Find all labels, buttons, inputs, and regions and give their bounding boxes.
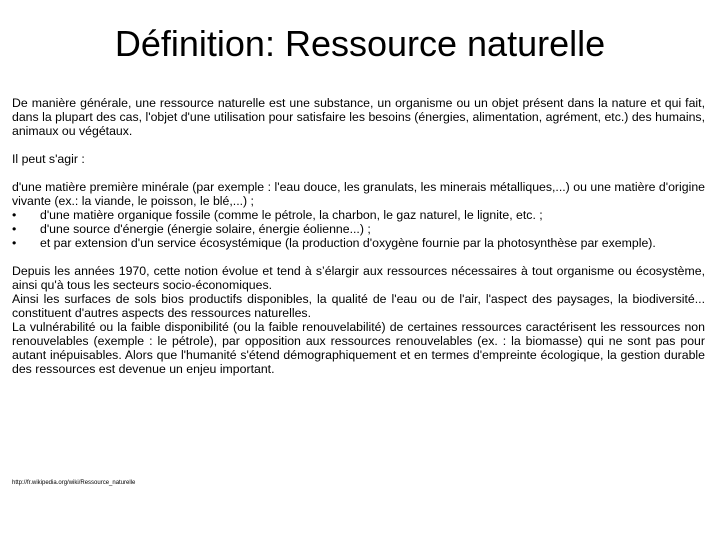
bullet-text: d'une matière organique fossile (comme le pétrole, la charbon, le gaz naturel, le lignite, etc. ; bbox=[40, 208, 543, 222]
bullet-item bbox=[12, 208, 705, 222]
bullet-text: et par extension d'un service écosystémique (la production d'oxygène fournie par la photosynthèse par exemple). bbox=[40, 236, 656, 250]
spacer bbox=[12, 166, 705, 180]
paragraph-evolution: Depuis les années 1970, cette notion évolue et tend à s’élargir aux ressources nécessaires à tout organisme ou écosystème, ainsi qu'à tous les secteurs socio-économiques. bbox=[12, 264, 705, 292]
slide-body bbox=[12, 96, 705, 376]
bullet-text: d'une source d'énergie (énergie solaire, énergie éolienne...) ; bbox=[40, 222, 371, 236]
bullet-icon: • bbox=[12, 208, 17, 222]
spacer bbox=[12, 138, 705, 152]
paragraph-aspects: Ainsi les surfaces de sols bios productifs disponibles, la qualité de l'eau ou de l'air, l'aspect des paysages, la biodiversité... constituent d'autres aspects des ressources naturelles. bbox=[12, 292, 705, 320]
paragraph-vulnerability: La vulnérabilité ou la faible disponibilité (ou la faible renouvelabilité) de certaines ressources caractérisent les ressources non renouvelables (exemple : le pétrole), par opposition aux ressources renouvelables (ex. : la biomasse) qui ne sont pas pour autant inépuisables. Alors que l'humanité s'étend démographiquement et en termes d'empreinte écologique, la gestion durable des ressources est devenue un enjeu important. bbox=[12, 320, 705, 376]
bullet-icon: • bbox=[12, 236, 17, 250]
intro-paragraph: De manière générale, une ressource naturelle est une substance, un organisme ou un objet présent dans la nature et qui fait, dans la plupart des cas, l'objet d'une utilisation pour satisfaire les besoins (énergies, alimentation, agrément, etc.) des humains, animaux ou végétaux. bbox=[12, 96, 705, 138]
bullet-item bbox=[12, 236, 705, 250]
bullet-item bbox=[12, 222, 705, 236]
spacer bbox=[12, 250, 705, 264]
source-link[interactable]: http://fr.wikipedia.org/wiki/Ressource_naturelle bbox=[12, 480, 136, 486]
slide-title: Définition: Ressource naturelle bbox=[114, 23, 606, 64]
lead-text: Il peut s'agir : bbox=[12, 152, 85, 166]
bullet-icon: • bbox=[12, 222, 17, 236]
first-item: d'une matière première minérale (par exemple : l'eau douce, les granulats, les minerais métalliques,...) ou une matière d'origine vivante (ex.: la viande, le poisson, le blé,...) ; bbox=[12, 180, 705, 208]
